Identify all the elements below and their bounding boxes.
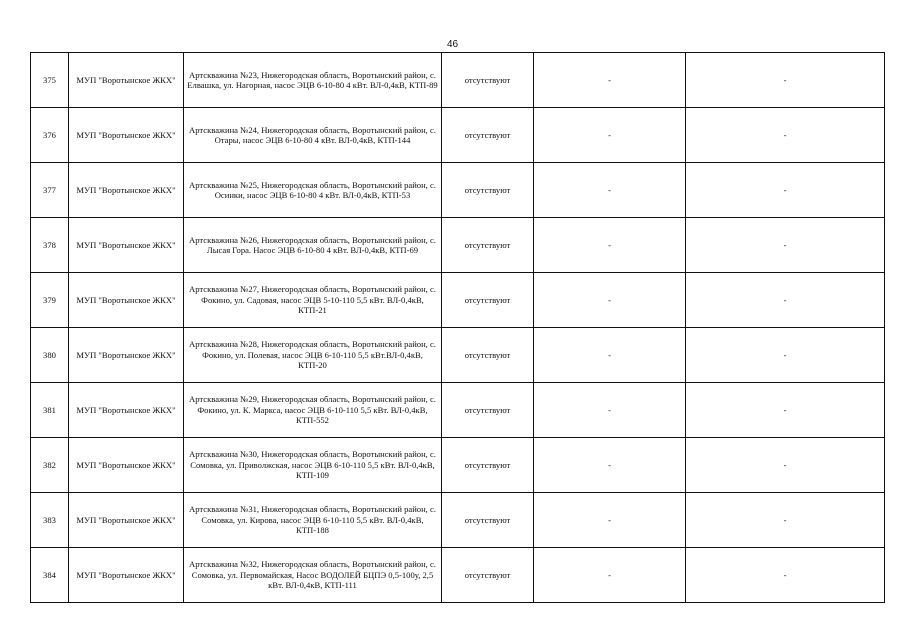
- status-cell: отсутствуют: [442, 548, 534, 603]
- empty-value-cell: -: [686, 163, 885, 218]
- page-number: 46: [446, 39, 459, 50]
- object-description-cell: Артскважина №26, Нижегородская область, Воротынский район, с. Лысая Гора. Насос ЭЦВ 6-10-80 4 кВт. ВЛ-0,4кВ, КТП-69: [184, 218, 442, 273]
- object-description-cell: Артскважина №28, Нижегородская область, Воротынский район, с. Фокино, ул. Полевая, насос ЭЦВ 6-10-110 5,5 кВт.ВЛ-0,4кВ, КТП-20: [184, 328, 442, 383]
- table-row: [31, 493, 885, 548]
- object-description-cell: Артскважина №27, Нижегородская область, Воротынский район, с. Фокино, ул. Садовая, насос ЭЦВ 5-10-110 5,5 кВт. ВЛ-0,4кВ, КТП-21: [184, 273, 442, 328]
- organization-cell: МУП "Воротынское ЖКХ": [69, 493, 184, 548]
- organization-cell: МУП "Воротынское ЖКХ": [69, 108, 184, 163]
- table-row: [31, 548, 885, 603]
- empty-value-cell: -: [534, 328, 686, 383]
- row-number: 380: [31, 328, 69, 383]
- object-description-cell: Артскважина №25, Нижегородская область, Воротынский район, с. Осинки, насос ЭЦВ 6-10-80 4 кВт. ВЛ-0,4кВ, КТП-53: [184, 163, 442, 218]
- empty-value-cell: -: [534, 163, 686, 218]
- empty-value-cell: -: [686, 383, 885, 438]
- row-number: 384: [31, 548, 69, 603]
- status-cell: отсутствуют: [442, 273, 534, 328]
- object-description-cell: Артскважина №32, Нижегородская область, Воротынский район, с. Сомовка, ул. Первомайская, Насос ВОДОЛЕЙ БЦПЭ 0,5-100у, 2,5 кВт. ВЛ-0,4кВ, КТП-111: [184, 548, 442, 603]
- table-row: [31, 328, 885, 383]
- empty-value-cell: -: [534, 548, 686, 603]
- empty-value-cell: -: [534, 383, 686, 438]
- table-row: [31, 53, 885, 108]
- organization-cell: МУП "Воротынское ЖКХ": [69, 53, 184, 108]
- empty-value-cell: -: [534, 53, 686, 108]
- empty-value-cell: -: [686, 108, 885, 163]
- row-number: 377: [31, 163, 69, 218]
- status-cell: отсутствуют: [442, 493, 534, 548]
- empty-value-cell: -: [534, 273, 686, 328]
- organization-cell: МУП "Воротынское ЖКХ": [69, 163, 184, 218]
- status-cell: отсутствуют: [442, 438, 534, 493]
- organization-cell: МУП "Воротынское ЖКХ": [69, 273, 184, 328]
- registry-table: [30, 52, 885, 603]
- empty-value-cell: -: [534, 493, 686, 548]
- table-row: [31, 163, 885, 218]
- table-row: [31, 438, 885, 493]
- row-number: 378: [31, 218, 69, 273]
- row-number: 376: [31, 108, 69, 163]
- empty-value-cell: -: [686, 53, 885, 108]
- organization-cell: МУП "Воротынское ЖКХ": [69, 383, 184, 438]
- row-number: 383: [31, 493, 69, 548]
- empty-value-cell: -: [686, 328, 885, 383]
- object-description-cell: Артскважина №29, Нижегородская область, Воротынский район, с. Фокино, ул. К. Маркса, насос ЭЦВ 6-10-110 5,5 кВт. ВЛ-0,4кВ, КТП-552: [184, 383, 442, 438]
- status-cell: отсутствуют: [442, 383, 534, 438]
- organization-cell: МУП "Воротынское ЖКХ": [69, 548, 184, 603]
- table-row: [31, 218, 885, 273]
- table-row: [31, 273, 885, 328]
- empty-value-cell: -: [534, 438, 686, 493]
- row-number: 382: [31, 438, 69, 493]
- object-description-cell: Артскважина №24, Нижегородская область, Воротынский район, с. Отары, насос ЭЦВ 6-10-80 4 кВт. ВЛ-0,4кВ, КТП-144: [184, 108, 442, 163]
- status-cell: отсутствуют: [442, 53, 534, 108]
- empty-value-cell: -: [534, 108, 686, 163]
- object-description-cell: Артскважина №30, Нижегородская область, Воротынский район, с. Сомовка, ул. Приволжская, насос ЭЦВ 6-10-110 5,5 кВт. ВЛ-0,4кВ, КТП-109: [184, 438, 442, 493]
- organization-cell: МУП "Воротынское ЖКХ": [69, 218, 184, 273]
- row-number: 381: [31, 383, 69, 438]
- object-description-cell: Артскважина №23, Нижегородская область, Воротынский район, с. Елвашка, ул. Нагорная, насос ЭЦВ 6-10-80 4 кВт. ВЛ-0,4кВ, КТП-89: [184, 53, 442, 108]
- empty-value-cell: -: [686, 273, 885, 328]
- object-description-cell: Артскважина №31, Нижегородская область, Воротынский район, с. Сомовка, ул. Кирова, насос ЭЦВ 6-10-110 5,5 кВт. ВЛ-0,4кВ, КТП-188: [184, 493, 442, 548]
- organization-cell: МУП "Воротынское ЖКХ": [69, 328, 184, 383]
- empty-value-cell: -: [686, 493, 885, 548]
- status-cell: отсутствуют: [442, 328, 534, 383]
- organization-cell: МУП "Воротынское ЖКХ": [69, 438, 184, 493]
- empty-value-cell: -: [686, 438, 885, 493]
- empty-value-cell: -: [534, 218, 686, 273]
- status-cell: отсутствуют: [442, 163, 534, 218]
- table-row: [31, 383, 885, 438]
- empty-value-cell: -: [686, 548, 885, 603]
- table-row: [31, 108, 885, 163]
- row-number: 375: [31, 53, 69, 108]
- status-cell: отсутствуют: [442, 218, 534, 273]
- empty-value-cell: -: [686, 218, 885, 273]
- status-cell: отсутствуют: [442, 108, 534, 163]
- row-number: 379: [31, 273, 69, 328]
